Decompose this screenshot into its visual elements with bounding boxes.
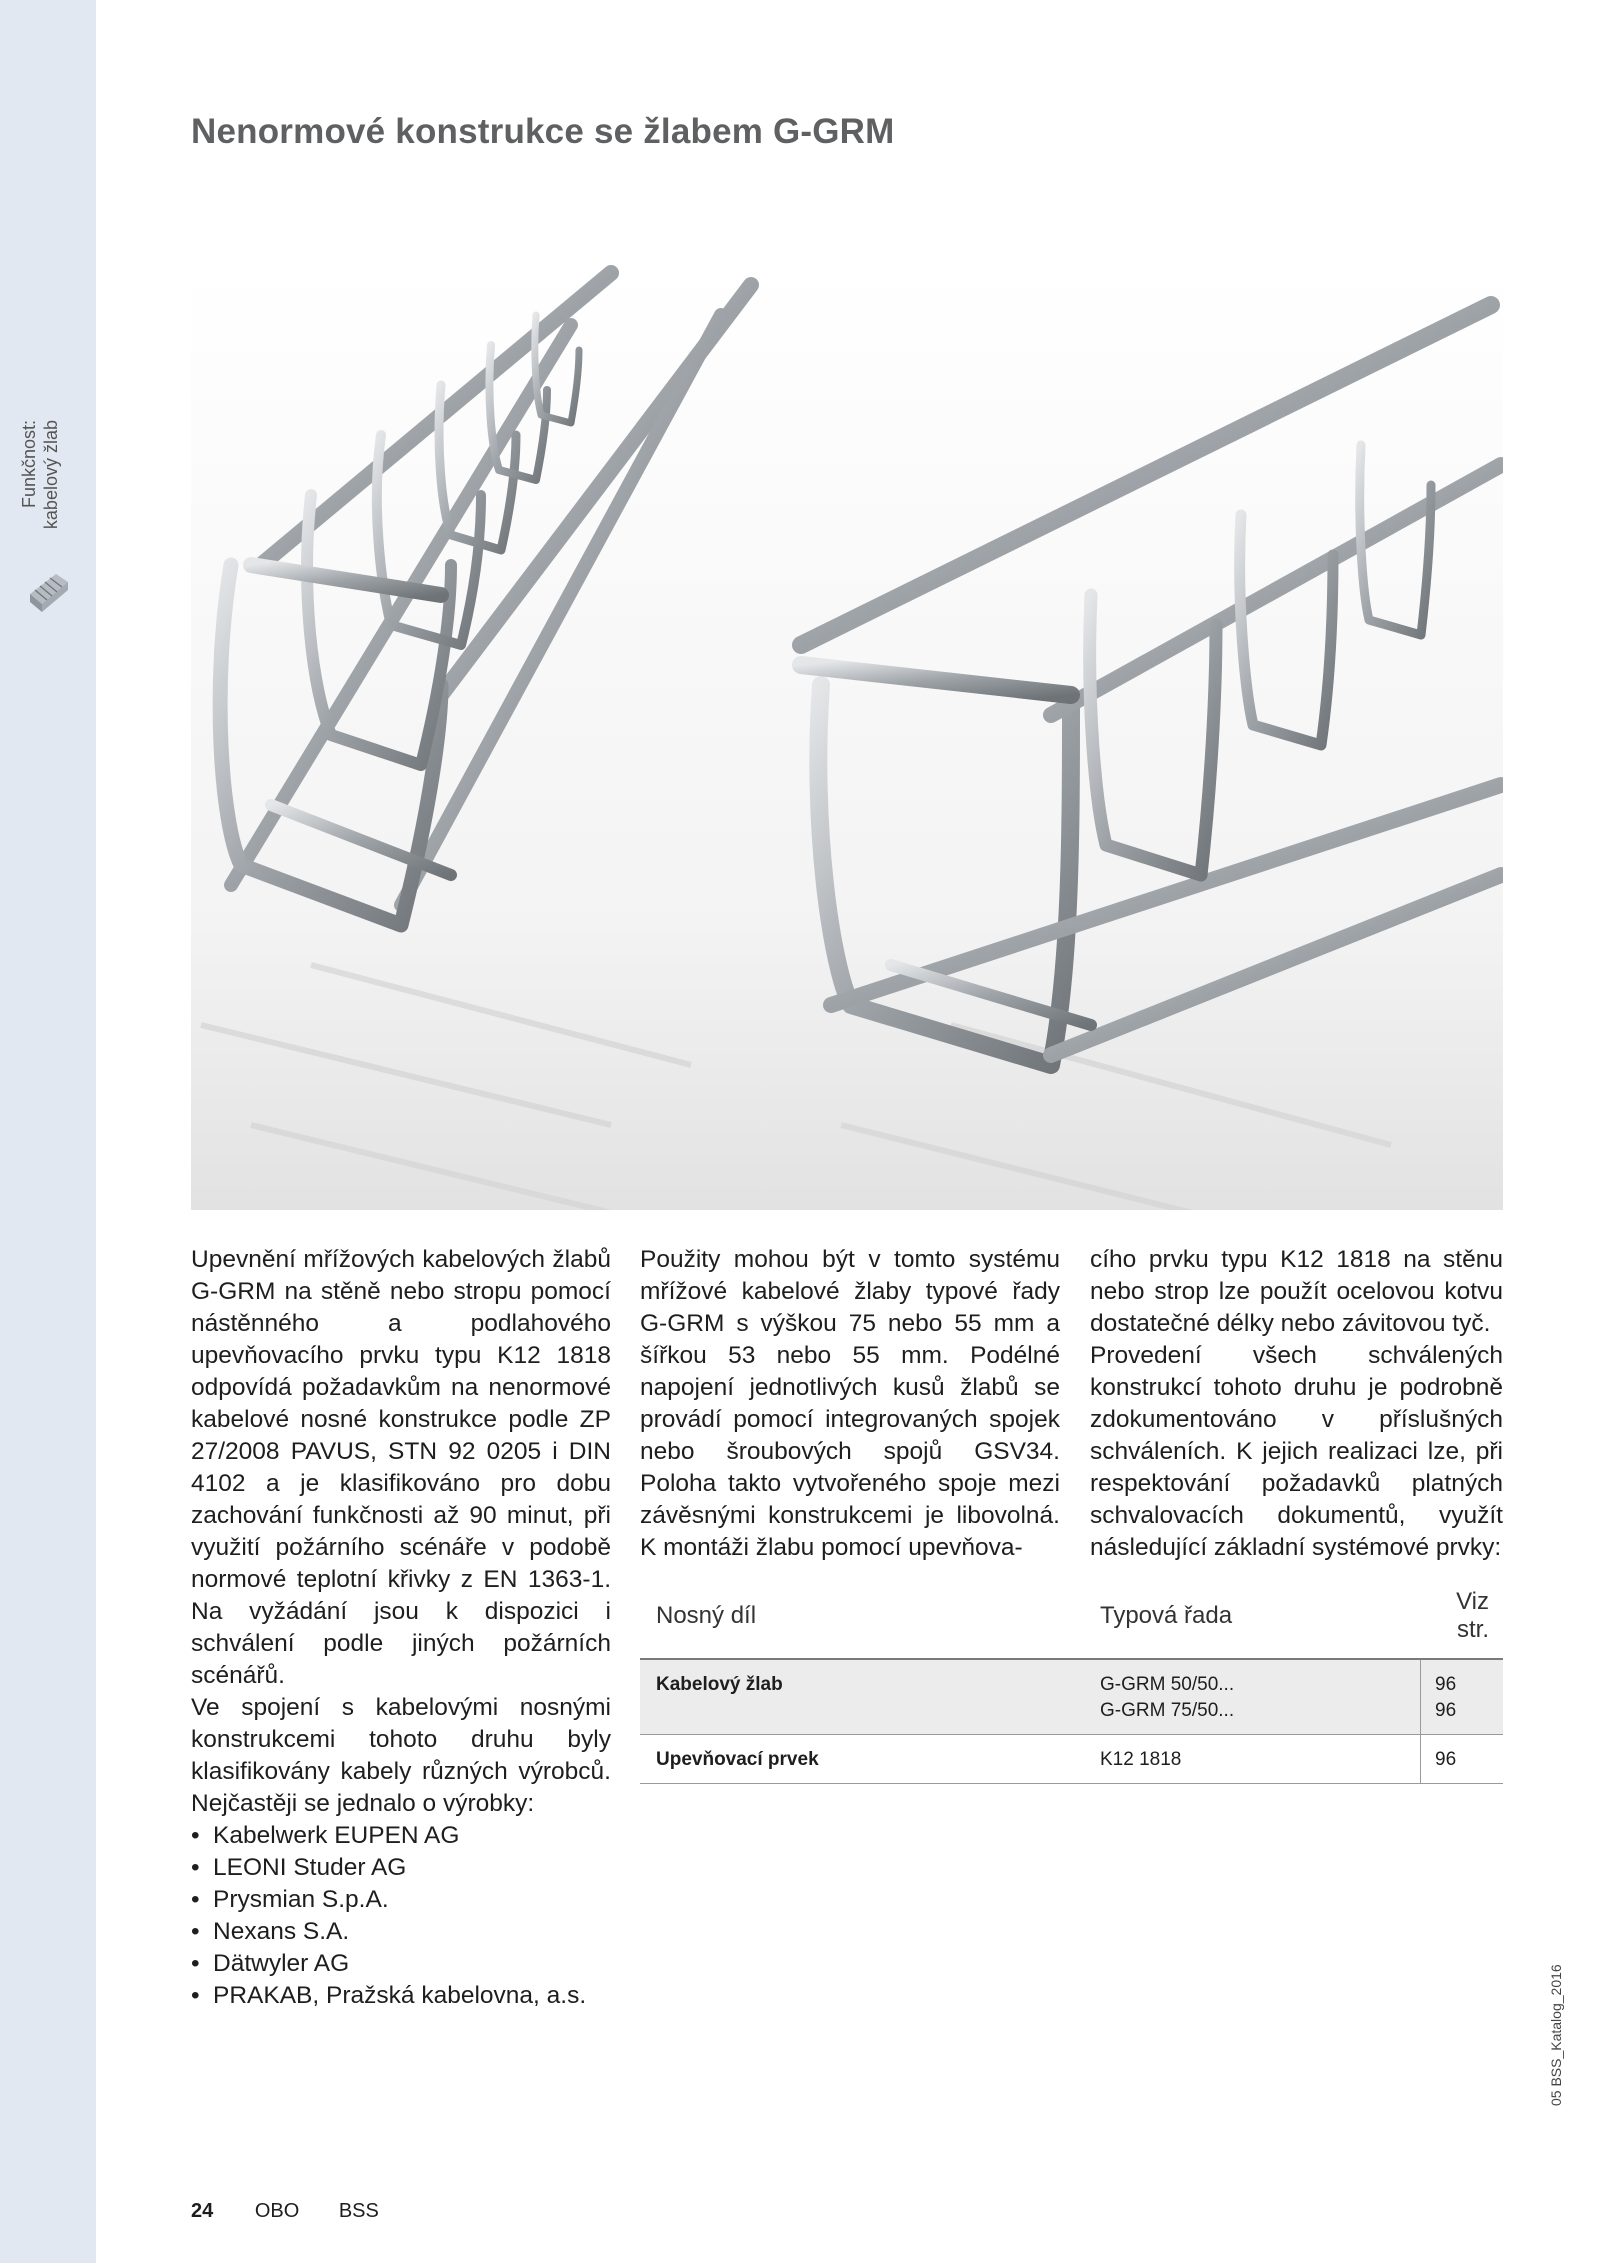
cables-paragraph: Ve spojení s kabelovými nosnými konstrukcemi tohoto druhu byly klasifikovány kabely různých výrobců. Nejčastěji se jednalo o výrobky: [191, 1694, 611, 1817]
text-column-2 [640, 1244, 1060, 1564]
wire-mesh-cable-tray-photo [191, 265, 1503, 1210]
components-table [640, 1588, 1503, 1784]
catalog-code-text: 05 BSS_Katalog_2016 [1548, 1964, 1564, 2106]
series-value: K12 1818 [1100, 1749, 1182, 1770]
page-number: 24 [191, 2200, 214, 2222]
list-item: • Kabelwerk EUPEN AG [191, 1820, 611, 1852]
cell-part: Upevňovací prvek [640, 1735, 1084, 1784]
list-item: • Nexans S.A. [191, 1916, 611, 1948]
page-ref: 96 [1435, 1700, 1457, 1721]
cell-series [1084, 1735, 1421, 1784]
section-name: BSS [338, 2200, 379, 2222]
header-part: Nosný díl [640, 1588, 1084, 1659]
table-header-row [640, 1588, 1503, 1659]
wire-mesh-tray-icon [26, 568, 72, 614]
list-item: • LEONI Studer AG [191, 1852, 611, 1884]
intro-paragraph: Upevnění mřížových kabelových žlabů G-GRM na stěně nebo stropu pomocí nástěnného a podlahového upevňovacího prvku typu K12 1818 odpovídá požadavkům na nenormové kabelové nosné konstrukce podle ZP 27/2008 PAVUS, STN 92 0205 i DIN 4102 a je klasifikováno pro dobu zachování funkčnosti až 90 minut, při využití požárního scénáře v podobě normové teplotní křivky z EN 1363-1. Na vyžádání jsou k dispozici i schválení podle jiných požárních scénářů. [191, 1246, 611, 1689]
sidebar [0, 0, 96, 2263]
header-series: Typová řada [1084, 1588, 1421, 1659]
cell-pages [1421, 1659, 1504, 1735]
series-value: G-GRM 50/50... [1100, 1674, 1235, 1695]
brand-name: OBO [254, 2200, 300, 2222]
list-item: • PRAKAB, Pražská kabelovna, a.s. [191, 1980, 611, 2012]
header-pages: Viz str. [1421, 1588, 1504, 1659]
system-paragraph: Použity mohou být v tomto systému mřížové kabelové žlaby typové řady G-GRM s výškou 75 nebo 55 mm a šířkou 53 nebo 55 mm. Podélné napojení jednotlivých kusů žlabů se provádí pomocí integrovaných spojek nebo šroubových spojů GSV34. Poloha takto vytvořeného spoje mezi závěsnými konstrukcemi je libovolná. K montáži žlabu pomocí upevňova- [640, 1246, 1060, 1561]
cell-pages [1421, 1735, 1504, 1784]
text-column-3 [1090, 1244, 1503, 1564]
cell-series [1084, 1659, 1421, 1735]
category-label-line1: Funkčnost: [19, 420, 39, 509]
list-item: • Prysmian S.p.A. [191, 1884, 611, 1916]
approval-paragraph: Provedení všech schválených konstrukcí tohoto druhu je podrobně zdokumentováno v příslušných schváleních. K jejich realizaci lze, při respektování požadavků platných schvalovacích dokumentů, využít následující základní systémové prvky: [1090, 1342, 1503, 1561]
company-list [191, 1820, 611, 2012]
cell-part: Kabelový žlab [640, 1659, 1084, 1735]
page-footer [191, 2200, 379, 2223]
category-label-line2: kabelový žlab [41, 420, 61, 530]
text-column-1 [191, 1244, 611, 2012]
category-label [18, 420, 74, 532]
page-ref: 96 [1435, 1674, 1457, 1695]
mounting-paragraph: cího prvku typu K12 1818 na stěnu nebo strop lze použít ocelovou kotvu dostatečné délky nebo závitovou tyč. [1090, 1246, 1503, 1337]
table-row [640, 1735, 1503, 1784]
series-value: G-GRM 75/50... [1100, 1700, 1235, 1721]
page-title: Nenormové konstrukce se žlabem G-GRM [191, 112, 895, 151]
page-ref: 96 [1435, 1749, 1457, 1770]
table-row [640, 1659, 1503, 1735]
list-item: • Dätwyler AG [191, 1948, 611, 1980]
